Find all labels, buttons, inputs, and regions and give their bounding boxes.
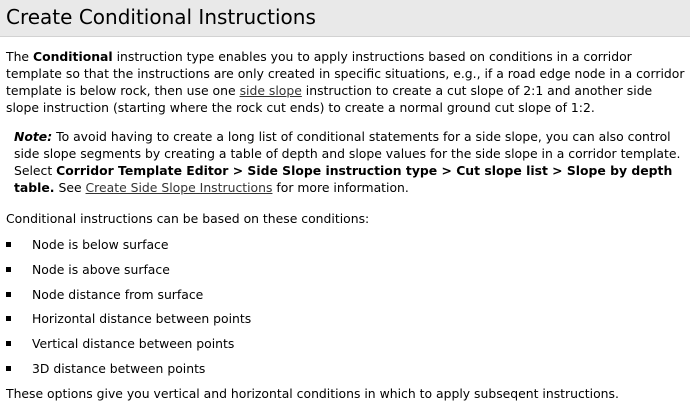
create-side-slope-instructions-link[interactable]: Create Side Slope Instructions [85, 180, 273, 195]
note-text-1: To avoid having to create a long list of conditional statements for a side slope, you can also control side slope segments by creating a table of depth and slope values for the side slope in a corridor template. Select [14, 129, 681, 178]
list-item [6, 236, 686, 261]
bullet-icon [6, 366, 11, 371]
note-label: Note: [14, 129, 53, 144]
intro-bold-conditional: Conditional [32, 49, 113, 64]
list-item-text: Node is below surface [32, 237, 169, 252]
intro-text-3: instruction to create a cut slope of 2:1 and another side slope instruction (starting where the rock cut ends) to create a normal ground cut slope of 1:2. [6, 83, 653, 115]
intro-text-2: instruction type enables you to apply instructions based on conditions in a corridor template so that the instructions are only created in specific situations, e.g., if a road edge node in a corridor template is below rock, then use one [6, 49, 685, 98]
list-item [6, 310, 686, 335]
content [6, 48, 686, 402]
list-item [6, 360, 686, 385]
list-item-text: Vertical distance between points [32, 336, 235, 352]
list-item-text: Node distance from surface [32, 286, 204, 302]
intro-text-1: The [6, 49, 33, 64]
conditions-lead: Conditional instructions can be based on these conditions: [6, 211, 370, 226]
list-item [6, 261, 686, 286]
intro-paragraph [6, 48, 686, 116]
page-header [0, 0, 690, 37]
list-item-text: Node is above surface [32, 261, 170, 277]
note-text-2: See [54, 180, 86, 195]
list-item [6, 286, 686, 311]
page-title: Create Conditional Instructions [6, 5, 316, 29]
bullet-icon [6, 316, 11, 321]
list-item-text: Horizontal distance between points [32, 311, 252, 327]
note-text-3: for more information. [272, 180, 409, 195]
bullet-icon [6, 267, 11, 272]
side-slope-link[interactable]: side slope [239, 83, 302, 98]
note-box [14, 126, 686, 198]
conditions-list [6, 236, 686, 385]
outro-paragraph: These options give you vertical and horizontal conditions in which to apply subseqent instructions. [6, 385, 619, 401]
bullet-icon [6, 341, 11, 346]
bullet-icon [6, 292, 11, 297]
list-item [6, 335, 686, 360]
note-menu-path: Corridor Template Editor > Side Slope instruction type > Cut slope list > Slope by depth table. [14, 163, 673, 195]
list-item-text: 3D distance between points [32, 360, 206, 376]
bullet-icon [6, 242, 11, 247]
